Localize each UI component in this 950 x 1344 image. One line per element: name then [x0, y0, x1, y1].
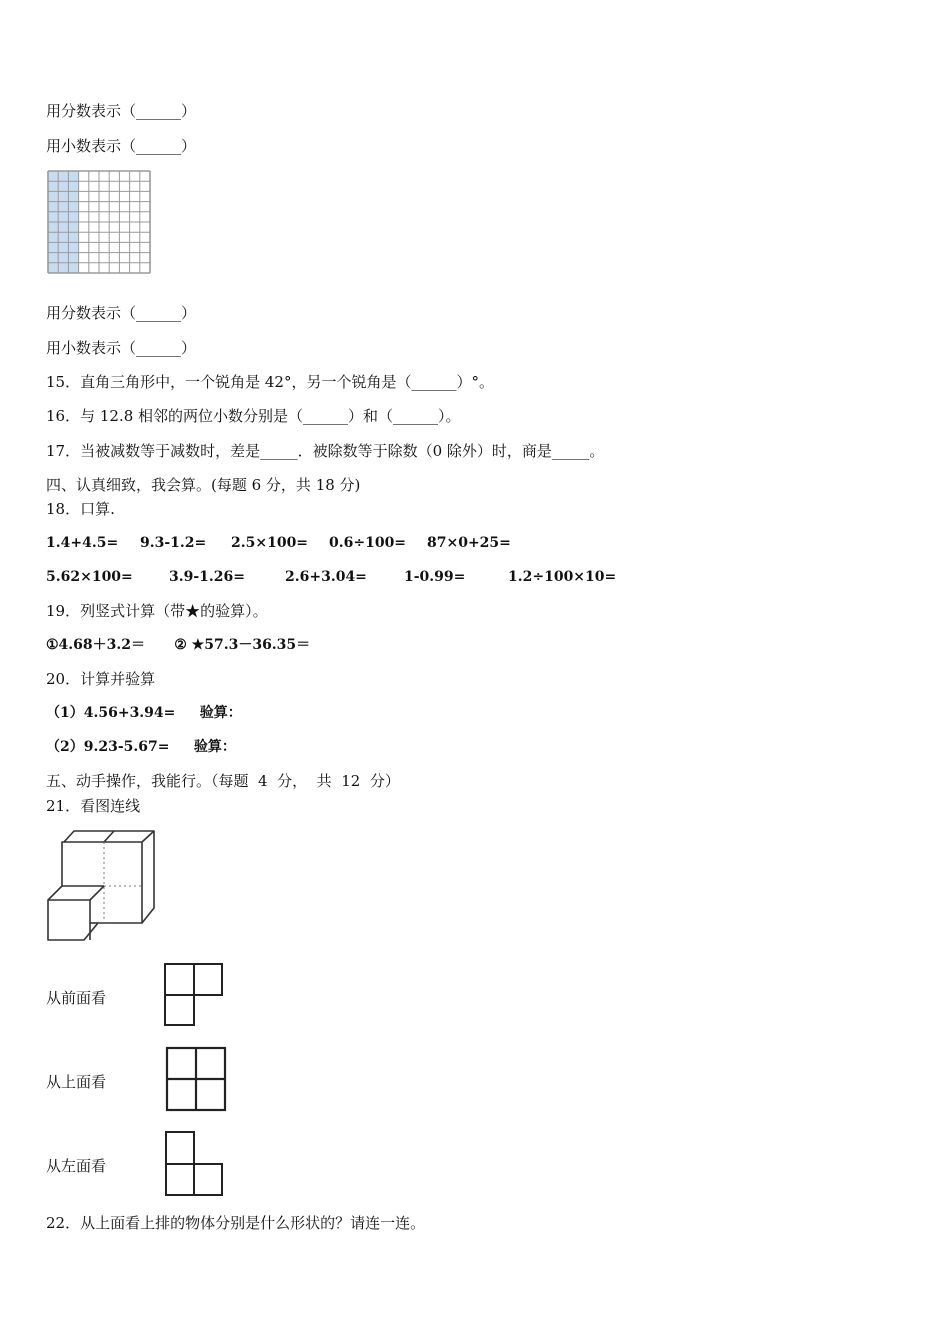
view-label-top: 从上面看 — [46, 1073, 107, 1091]
question-19: 19．列竖式计算（带★的验算）。 — [46, 602, 268, 620]
question-21: 21．看图连线 — [46, 797, 141, 815]
fraction-prompt-2: 用分数表示（______） — [46, 304, 197, 322]
oral-calc-2-3: 2.6+3.04= — [285, 569, 367, 585]
fraction-prompt-1: 用分数表示（______） — [46, 102, 197, 120]
hundred-grid-figure — [46, 169, 152, 275]
question-18: 18．口算. — [46, 500, 115, 518]
view-label-left: 从左面看 — [46, 1157, 107, 1175]
question-20-part-1: （1）4.56+3.94= 验算： — [46, 705, 242, 721]
view-diagram-top — [164, 1045, 228, 1113]
oral-calc-2-4: 1-0.99= — [404, 569, 466, 585]
oral-calc-2-2: 3.9-1.26= — [169, 569, 245, 585]
question-20: 20．计算并验算 — [46, 670, 156, 688]
decimal-prompt-1: 用小数表示（______） — [46, 137, 197, 155]
view-diagram-left — [164, 1130, 226, 1198]
oral-calc-1-5: 87×0+25= — [427, 535, 511, 551]
oral-calc-1-2: 9.3-1.2= — [140, 535, 207, 551]
cube-stack-figure — [46, 828, 158, 946]
oral-calc-1-4: 0.6÷100= — [329, 535, 407, 551]
question-20-part-2: （2）9.23-5.67= 验算： — [46, 739, 236, 755]
question-15: 15．直角三角形中，一个锐角是 42°，另一个锐角是（______）°。 — [46, 373, 494, 391]
question-19-items: ①4.68＋3.2＝ ② ★57.3－36.35＝ — [46, 637, 311, 653]
view-diagram-front — [163, 962, 225, 1028]
section-4-heading: 四、认真细致，我会算。(每题 6 分，共 18 分) — [46, 476, 361, 494]
question-16: 16．与 12.8 相邻的两位小数分别是（______）和（______）。 — [46, 407, 461, 425]
oral-calc-2-5: 1.2÷100×10= — [508, 569, 617, 585]
decimal-prompt-2: 用小数表示（______） — [46, 339, 197, 357]
oral-calc-1-1: 1.4+4.5= — [46, 535, 119, 551]
oral-calc-2-1: 5.62×100= — [46, 569, 133, 585]
view-label-front: 从前面看 — [46, 989, 107, 1007]
oral-calc-1-3: 2.5×100= — [231, 535, 309, 551]
section-5-heading: 五、动手操作，我能行。（每题 4 分， 共 12 分） — [46, 772, 400, 790]
question-22: 22．从上面看上排的物体分别是什么形状的？请连一连。 — [46, 1214, 426, 1232]
question-17: 17．当被减数等于减数时，差是_____．被除数等于除数（0 除外）时，商是_____。 — [46, 442, 605, 460]
